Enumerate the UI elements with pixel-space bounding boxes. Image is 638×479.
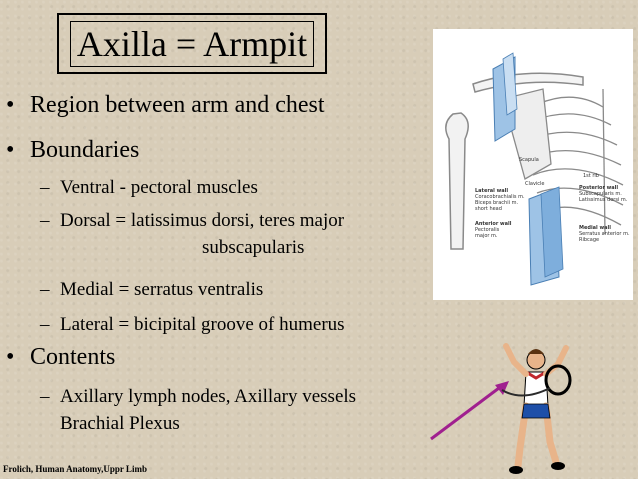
lateral-wall-block <box>493 53 517 141</box>
circle-marker-o <box>546 366 570 394</box>
subbullet-text: Medial = serratus ventralis <box>60 279 264 300</box>
subbullet-text: Ventral - pectoral muscles <box>60 177 258 198</box>
axilla-diagram <box>433 29 633 300</box>
subbullet-text: Brachial Plexus <box>60 413 180 434</box>
label-lateral-desc2: Biceps brachii m. <box>475 200 519 206</box>
slide-title: Axilla = Armpit <box>70 21 314 67</box>
label-lateral-desc1: Coracobrachialis m. <box>475 194 525 200</box>
label-lateral-wall: Lateral wall <box>475 188 509 194</box>
subbullet-text: subscapularis <box>202 237 305 258</box>
label-posterior-desc1: Subscapularis m. <box>579 191 622 197</box>
subbullet-lateral <box>40 313 345 337</box>
label-anterior-desc2: major m. <box>475 233 498 239</box>
label-medial-desc2: Ribcage <box>579 237 600 243</box>
bullet-dot: • <box>6 137 15 163</box>
label-medial-desc1: Serratus anterior m. <box>579 231 630 237</box>
title-box <box>57 13 327 74</box>
subbullet-text: Axillary lymph nodes, Axillary vessels <box>60 386 357 407</box>
subbullet-text: Lateral = bicipital groove of humerus <box>60 314 345 335</box>
anterior-wall-block <box>529 187 563 285</box>
bullet-text: Contents <box>30 344 116 370</box>
subbullet-ventral <box>40 176 258 200</box>
subbullet-dorsal-cont <box>202 236 304 260</box>
subbullet-contents-1 <box>40 385 356 409</box>
subbullet-dash: – <box>40 210 50 231</box>
bullet-text: Boundaries <box>30 137 140 163</box>
label-medial-wall: Medial wall <box>579 225 611 231</box>
label-anterior-desc1: Pectoralis <box>475 227 500 233</box>
subbullet-contents-2 <box>60 412 180 436</box>
label-lateral-desc3: short head <box>475 206 502 212</box>
subbullet-text: Dorsal = latissimus dorsi, teres major <box>60 210 345 231</box>
bullet-dot: • <box>6 344 15 370</box>
label-clavicle: Clavicle <box>525 181 545 187</box>
subbullet-medial <box>40 278 263 302</box>
bullet-contents <box>6 342 115 372</box>
athlete-clipart <box>492 338 592 476</box>
label-posterior-wall: Posterior wall <box>579 185 619 191</box>
subbullet-dash: – <box>40 314 50 335</box>
subbullet-dash: – <box>40 177 50 198</box>
slide-credit: Frolich, Human Anatomy,Uppr Limb <box>3 464 147 474</box>
label-posterior-desc2: Latissimus dorsi m. <box>579 197 628 203</box>
clavicle-bone <box>473 73 583 92</box>
bullet-dot: • <box>6 92 15 118</box>
label-rib: 1st rib <box>583 173 599 179</box>
subbullet-dash: – <box>40 279 50 300</box>
bullet-text: Region between arm and chest <box>30 92 325 118</box>
humerus-bone <box>446 113 468 249</box>
bullet-region <box>6 90 325 120</box>
label-anterior-wall: Anterior wall <box>475 221 512 227</box>
bullet-boundaries <box>6 135 139 165</box>
subbullet-dorsal <box>40 209 344 233</box>
subbullet-dash: – <box>40 386 50 407</box>
label-scapula: Scapula <box>519 157 539 163</box>
